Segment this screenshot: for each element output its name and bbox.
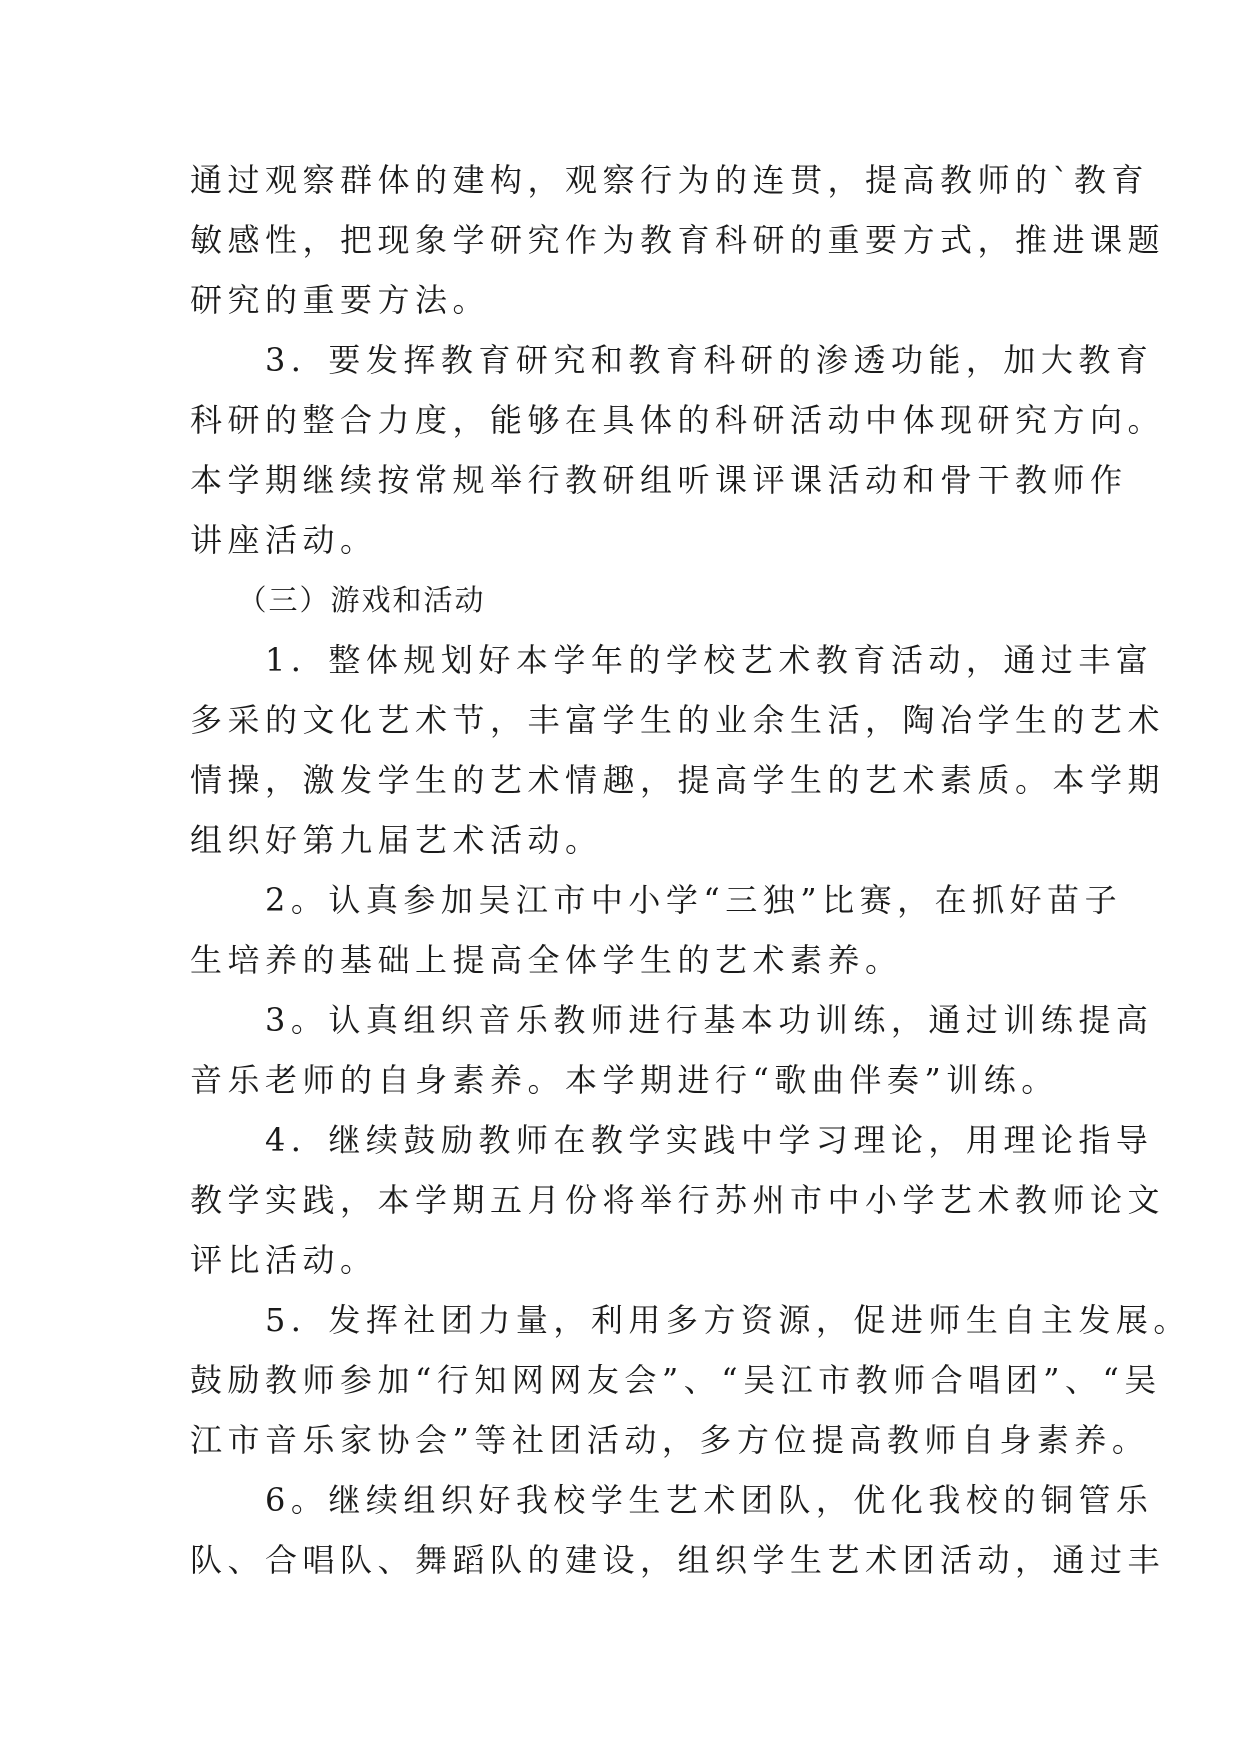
text-line: 讲座活动。 xyxy=(190,521,378,559)
text-line: 4．继续鼓励教师在教学实践中学习理论，用理论指导 xyxy=(190,1121,1154,1159)
text-line: 1．整体规划好本学年的学校艺术教育活动，通过丰富 xyxy=(190,641,1154,679)
text-line: 本学期继续按常规举行教研组听课评课活动和骨干教师作 xyxy=(190,461,1128,499)
text-line: 江市音乐家协会”等社团活动，多方位提高教师自身素养。 xyxy=(190,1421,1150,1459)
section-heading: （三）游戏和活动 xyxy=(190,583,486,617)
text-line: 研究的重要方法。 xyxy=(190,281,491,319)
text-line: 3．要发挥教育研究和教育科研的渗透功能，加大教育 xyxy=(190,341,1154,379)
text-line: 队、合唱队、舞蹈队的建设，组织学生艺术团活动，通过丰 xyxy=(190,1541,1166,1579)
text-line: 组织好第九届艺术活动。 xyxy=(190,821,603,859)
text-line: 科研的整合力度，能够在具体的科研活动中体现研究方向。 xyxy=(190,401,1166,439)
text-line: 情操，激发学生的艺术情趣，提高学生的艺术素质。本学期 xyxy=(190,761,1166,799)
text-line: 通过观察群体的建构，观察行为的连贯，提高教师的`教育 xyxy=(190,161,1150,199)
text-line: 生培养的基础上提高全体学生的艺术素养。 xyxy=(190,941,903,979)
text-line: 教学实践，本学期五月份将举行苏州市中小学艺术教师论文 xyxy=(190,1181,1166,1219)
text-line: 敏感性，把现象学研究作为教育科研的重要方式，推进课题 xyxy=(190,221,1166,259)
text-line: 3。认真组织音乐教师进行基本功训练，通过训练提高 xyxy=(190,1001,1154,1039)
document-body xyxy=(190,150,1191,1590)
text-line: 5．发挥社团力量，利用多方资源，促进师生自主发展。 xyxy=(190,1301,1191,1339)
text-line: 2。认真参加吴江市中小学“三独”比赛，在抓好苗子 xyxy=(190,881,1123,919)
text-line: 评比活动。 xyxy=(190,1241,378,1279)
text-line: 鼓励教师参加“行知网网友会”、“吴江市教师合唱团”、“吴 xyxy=(190,1361,1162,1399)
text-line: 音乐老师的自身素养。本学期进行“歌曲伴奏”训练。 xyxy=(190,1061,1059,1099)
text-line: 多采的文化艺术节，丰富学生的业余生活，陶冶学生的艺术 xyxy=(190,701,1166,739)
text-line: 6。继续组织好我校学生艺术团队，优化我校的铜管乐 xyxy=(190,1481,1154,1519)
